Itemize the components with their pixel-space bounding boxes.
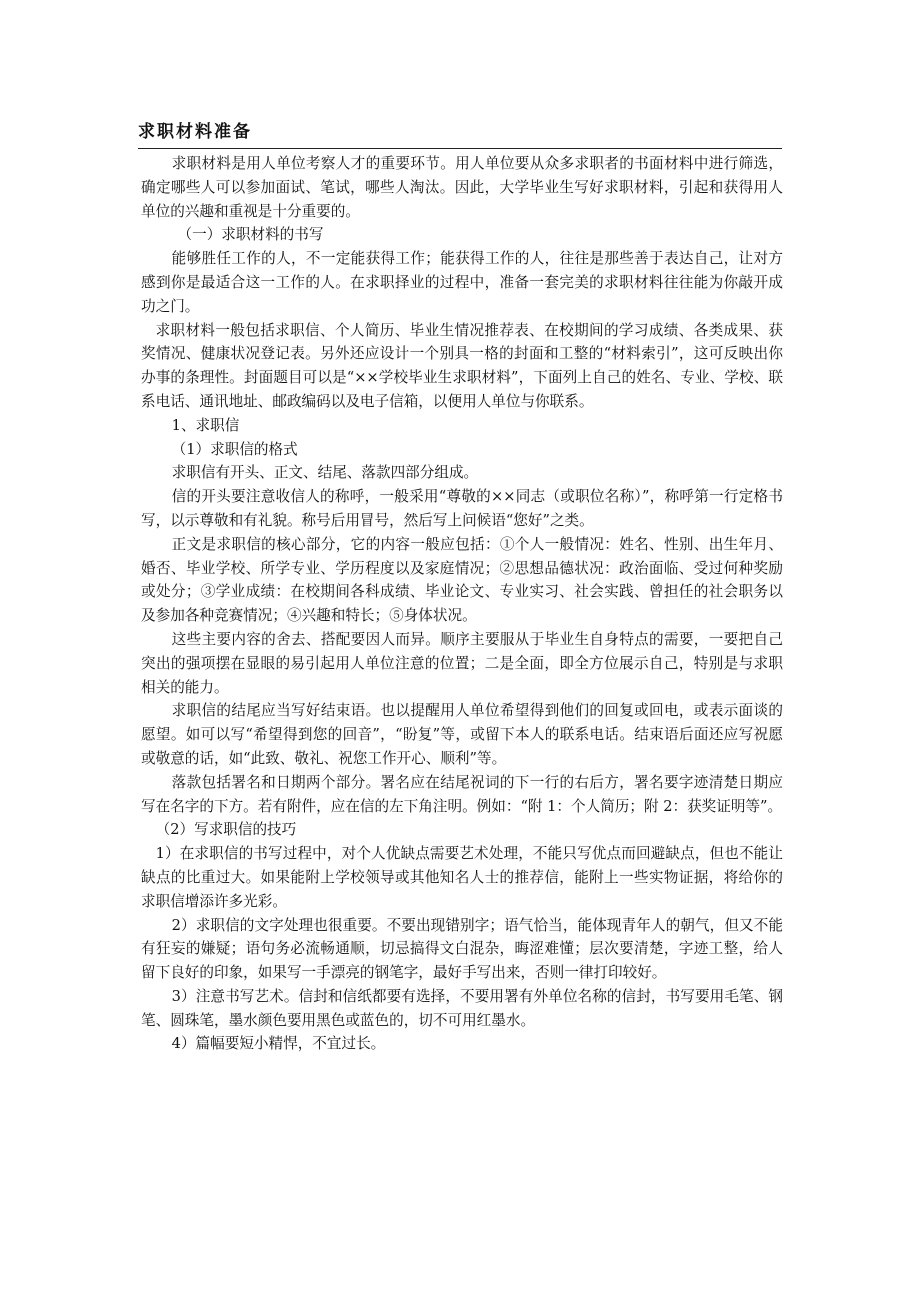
- list-item: 3）注意书写艺术。信封和信纸都要有选择，不要用署有外单位名称的信封，书写要用毛笔、钢笔、圆珠笔，墨水颜色要用黑色或蓝色的，切不可用红墨水。: [141, 987, 783, 1029]
- list-item: 2）求职信的文字处理也很重要。不要出现错别字；语气恰当，能体现青年人的朝气，但又不能有狂妄的嫌疑；语句务必流畅通顺，切忌搞得文白混杂，晦涩难懂；层次要清楚，字迹工整，给人留下良好的印象，如果写一手漂亮的钢笔字，最好手写出来，否则一律打印较好。: [141, 916, 783, 982]
- paragraph: 求职信有开头、正文、结尾、落款四部分组成。: [171, 464, 479, 482]
- document-body: [141, 152, 783, 1056]
- title-block: [138, 119, 782, 149]
- paragraph: 能够胜任工作的人，不一定能获得工作；能获得工作的人，往往是那些善于表达自己，让对方感到你是最适合这一工作的人。在求职择业的过程中，准备一套完美的求职材料往往能为你敲开成功之门。: [141, 250, 783, 315]
- paragraph-intro: 求职材料是用人单位考察人才的重要环节。用人单位要从众多求职者的书面材料中进行筛选，确定哪些人可以参加面试、笔试，哪些人淘汰。因此，大学毕业生写好求职材料，引起和获得用人单位的兴趣和重视是十分重要的。: [141, 155, 783, 220]
- list-item: 1）在求职信的书写过程中，对个人优缺点需要艺术处理，不能只写优点而回避缺点，但也不能让缺点的比重过大。如果能附上学校领导或其他知名人士的推荐信，能附上一些实物证据，将给你的求职信增添许多光彩。: [141, 845, 783, 910]
- page-title: 求职材料准备: [138, 122, 252, 142]
- paragraph: 求职材料一般包括求职信、个人简历、毕业生情况推荐表、在校期间的学习成绩、各类成果、获奖情况、健康状况登记表。另外还应设计一个别具一格的封面和工整的“材料索引”，这可反映出你办事的条理性。封面题目可以是“××学校毕业生求职材料”，下面列上自己的姓名、专业、学校、联系电话、通讯地址、邮政编码以及电子信箱，以便用人单位与你联系。: [141, 321, 783, 410]
- paragraph: 信的开头要注意收信人的称呼，一般采用“尊敬的××同志（或职位名称）”，称呼第一行定格书写，以示尊敬和有礼貌。称号后用冒号，然后写上问候语“您好”之类。: [141, 488, 783, 529]
- paragraph: 落款包括署名和日期两个部分。署名应在结尾祝词的下一行的右后方，署名要字迹清楚日期应写在名字的下方。若有附件，应在信的左下角注明。例如：“附 1：个人简历；附 2：获奖证明等”。: [141, 773, 783, 815]
- paragraph: 这些主要内容的舍去、搭配要因人而异。顺序主要服从于毕业生自身特点的需要，一要把自己突出的强项摆在显眼的易引起用人单位注意的位置；二是全面，即全方位展示自己，特别是与求职相关的能力。: [141, 630, 783, 696]
- subsection-heading-format: （1）求职信的格式: [171, 440, 298, 458]
- paragraph: 求职信的结尾应当写好结束语。也以提醒用人单位希望得到他们的回复或回电，或表示面谈的愿望。如可以写“希望得到您的回音”，“盼复”等，或留下本人的联系电话。结束语后面还应写祝愿或敬意的话，如“此致、敬礼、祝您工作开心、顺利”等。: [141, 702, 783, 767]
- list-item: 4）篇幅要短小精悍，不宜过长。: [171, 1035, 386, 1053]
- subsection-heading-tips: （2）写求职信的技巧: [155, 821, 297, 839]
- paragraph: 正文是求职信的核心部分，它的内容一般应包括：①个人一般情况：姓名、性别、出生年月、婚否、毕业学校、所学专业、学历程度以及家庭情况；②思想品德状况：政治面临、受过何种奖励或处分；③学业成绩：在校期间各科成绩、毕业论文、专业实习、社会实践、曾担任的社会职务以及参加各种竞赛情况；④兴趣和特长；⑤身体状况。: [141, 535, 783, 625]
- subsection-heading-cover-letter: 1、求职信: [171, 416, 240, 434]
- section-heading-writing: （一）求职材料的书写: [177, 226, 324, 244]
